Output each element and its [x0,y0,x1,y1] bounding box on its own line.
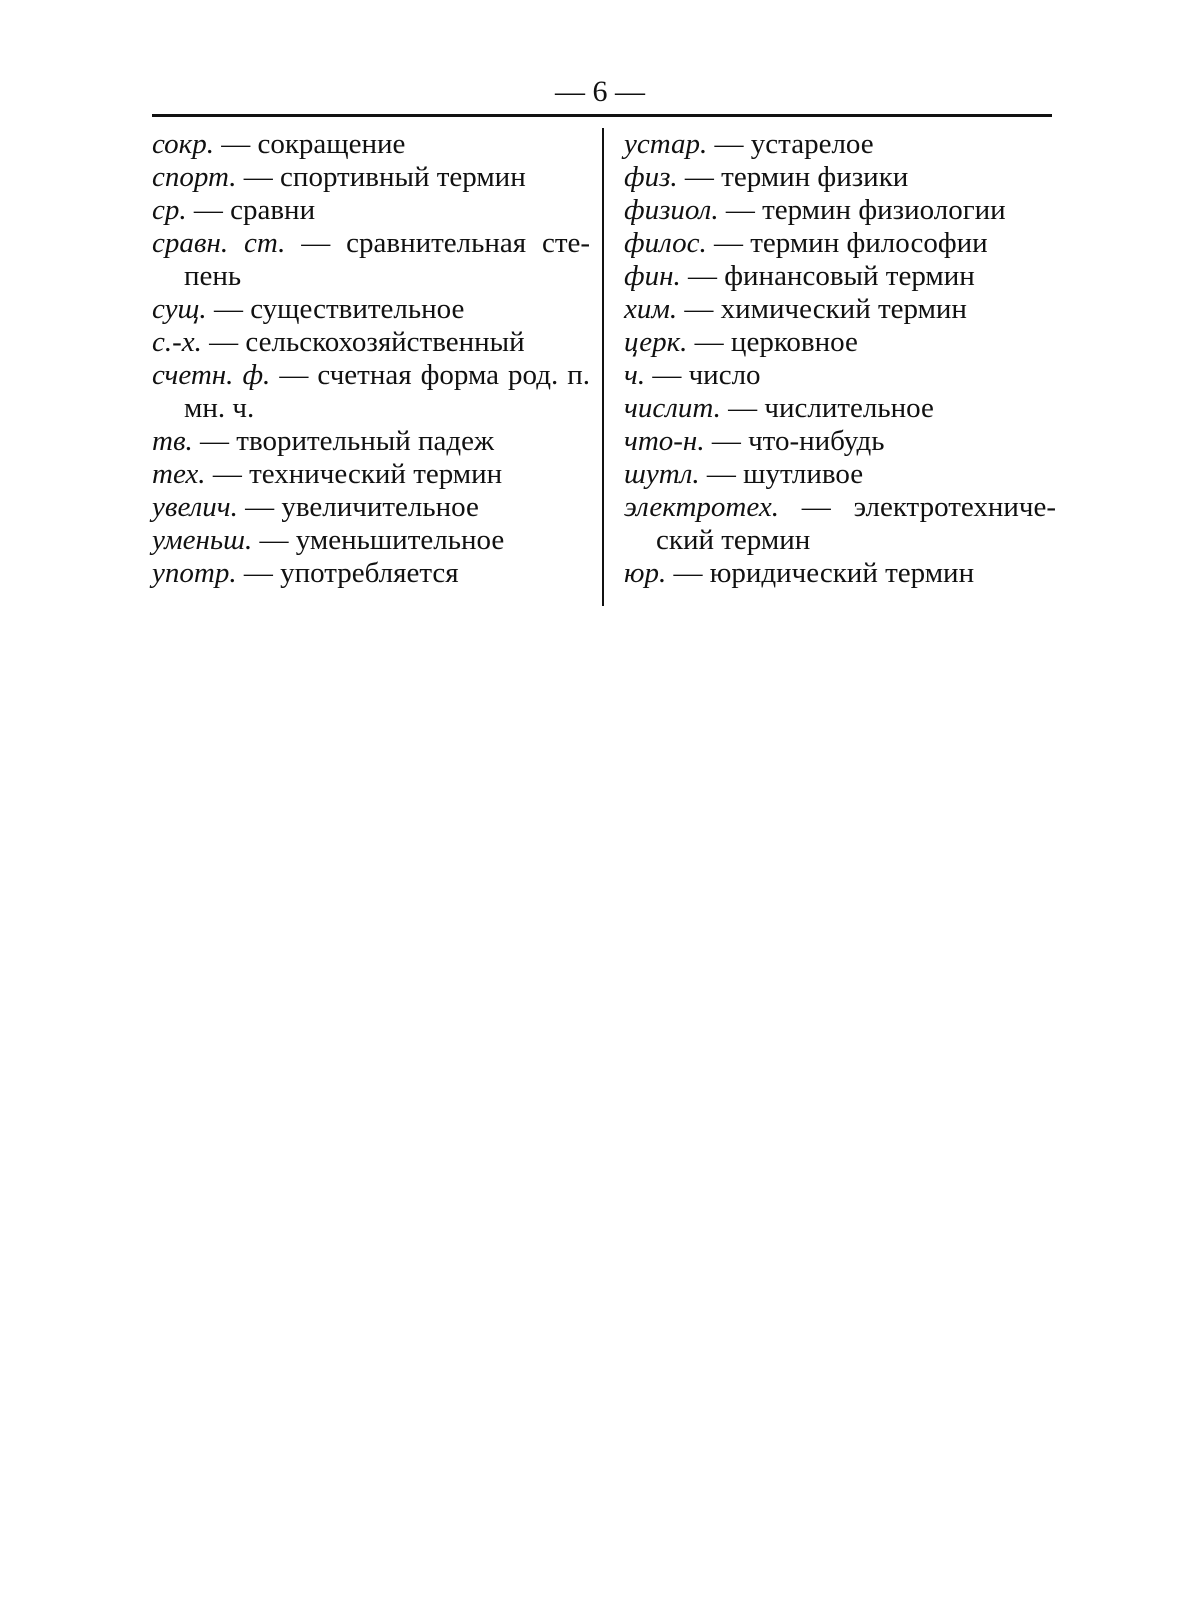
abbreviation-entry [624,359,1056,392]
separator: — [713,227,743,259]
separator: — [221,128,251,160]
meaning: спортивный термин [280,161,526,193]
separator: — [243,161,273,193]
abbreviation-entry [152,359,590,425]
abbreviation-entry [152,524,590,557]
abbreviation-entry [624,557,1056,590]
separator: — [652,359,682,391]
abbreviation-entry [152,161,590,194]
separator: — [259,524,289,556]
abbreviation-list-left [152,128,590,590]
separator: — [714,128,744,160]
abbreviation-entry [624,458,1056,491]
abbreviation-entry [624,293,1056,326]
separator: — [684,293,714,325]
abbreviation-entry [152,491,590,524]
meaning: сравнительная сте-пень [184,227,591,292]
meaning: шутливое [743,458,864,490]
separator: — [209,326,239,358]
abbreviation-entry [152,293,590,326]
meaning: технический термин [249,458,503,490]
abbreviation-entry [624,392,1056,425]
abbreviation-entry [624,161,1056,194]
separator: — [193,194,223,226]
abbreviation: числит. [624,392,721,424]
separator: — [301,227,331,259]
meaning: число [688,359,761,391]
abbreviation: сравн. ст. [152,227,286,259]
abbreviation-entry [152,194,590,227]
abbreviation: шутл. [624,458,700,490]
abbreviation-entry [624,128,1056,161]
abbreviation: хим. [624,293,678,325]
separator: — [801,491,831,523]
abbreviation-entry [624,260,1056,293]
meaning: термин физиологии [762,194,1006,226]
meaning: сравни [230,194,316,226]
meaning: юридический термин [709,557,975,589]
abbreviation-entry [624,194,1056,227]
abbreviation: ч. [624,359,646,391]
meaning: термин философии [750,227,988,259]
separator: — [711,425,741,457]
abbreviation-entry [624,326,1056,359]
meaning: термин физики [721,161,909,193]
meaning: счетная форма род. п. мн. ч. [184,359,591,424]
separator: — [212,458,242,490]
abbreviation: электротех. [624,491,779,523]
separator: — [694,326,724,358]
abbreviation-entry [152,326,590,359]
meaning: церковное [730,326,858,358]
abbreviation: церк. [624,326,688,358]
abbreviation: с.-х. [152,326,202,358]
separator: — [684,161,714,193]
abbreviation: юр. [624,557,667,589]
separator: — [706,458,736,490]
column-divider [602,128,604,606]
abbreviation: физ. [624,161,678,193]
separator: — [245,491,275,523]
abbreviation: уменьш. [152,524,253,556]
abbreviation: употр. [152,557,237,589]
meaning: творительный падеж [236,425,495,457]
abbreviation-entry [152,458,590,491]
separator: — [279,359,309,391]
meaning: существительное [250,293,465,325]
meaning: что-нибудь [748,425,885,457]
meaning: химический термин [720,293,967,325]
abbreviation: физиол. [624,194,719,226]
separator: — [243,557,273,589]
meaning: финансовый термин [724,260,975,292]
meaning: электротехниче-ский термин [656,491,1057,556]
abbreviation-entry [152,557,590,590]
abbreviation: спорт. [152,161,237,193]
separator: — [725,194,755,226]
abbreviation-list-right [624,128,1056,590]
abbreviation: ср. [152,194,187,226]
abbreviation-entry [152,425,590,458]
abbreviation: увелич. [152,491,238,523]
meaning: сокращение [257,128,406,160]
header-rule [152,114,1052,117]
abbreviation: фин. [624,260,681,292]
abbreviation-entry [624,491,1056,557]
meaning: устарелое [750,128,874,160]
meaning: сельскохозяйственный [245,326,525,358]
meaning: увеличительное [281,491,479,523]
separator: — [728,392,758,424]
abbreviation: счетн. ф. [152,359,271,391]
abbreviation: филос. [624,227,707,259]
abbreviation: устар. [624,128,708,160]
meaning: числительное [764,392,934,424]
separator: — [673,557,703,589]
abbreviation-entry [152,227,590,293]
separator: — [213,293,243,325]
abbreviation: сокр. [152,128,214,160]
abbreviation-entry [152,128,590,161]
abbreviation: что-н. [624,425,705,457]
page-number: — 6 — [555,75,645,108]
abbreviation-entry [624,425,1056,458]
abbreviation: сущ. [152,293,207,325]
separator: — [687,260,717,292]
meaning: употребляется [280,557,459,589]
separator: — [200,425,230,457]
abbreviation-entry [624,227,1056,260]
abbreviation: тв. [152,425,193,457]
abbreviation: тех. [152,458,206,490]
meaning: уменьшительное [295,524,505,556]
